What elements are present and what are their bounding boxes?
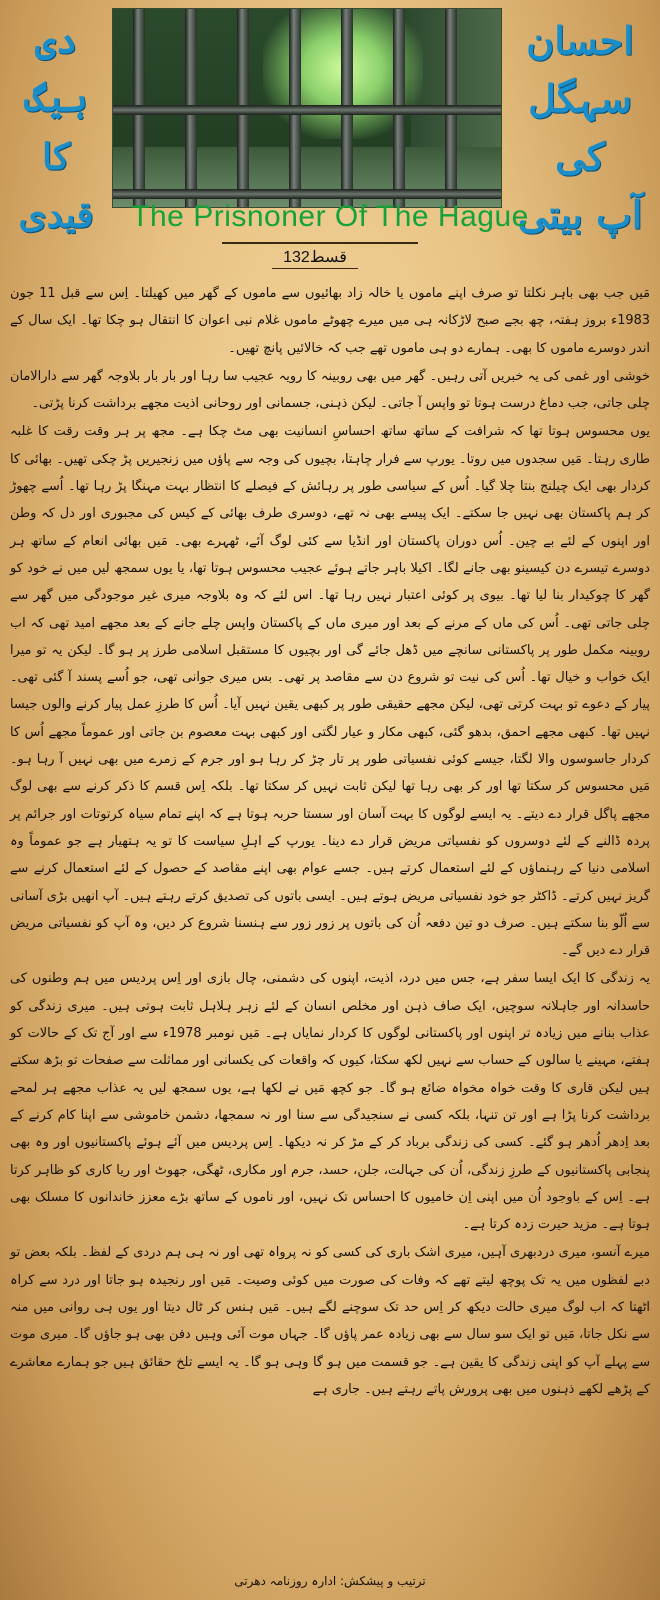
credit-line: ترتیب و پیشکش: ادارہ روزنامہ دھرتی xyxy=(234,1574,426,1588)
title-right-line: آپ بیتی xyxy=(517,192,643,237)
prison-cell-bars-image xyxy=(112,8,502,208)
article-paragraph: یوں محسوس ہوتا تھا کہ شرافت کے ساتھ ساتھ احساسِ انسانیت بھی مٹ چکا ہے۔ مجھ پر ہر وقت رقت کا غلبہ طاری رہتا۔ مَیں سجدوں میں روتا۔ یورپ سے فرار چاہتا، بچیوں کی وجہ سے پاؤں میں زنجیریں پڑ چکی تھیں۔ بھائی کا کردار بھی ایک چیلنج بنتا چلا گیا۔ اُس کے سیاسی طور پر رہائش کے فیصلے کا انتظار بہت مہنگا پڑ رہا تھا۔ اُسے چھوڑ کر ہم پاکستان بھی نہیں جا سکتے۔ ایک پیسے بھی نہ تھے، دوسری طرف بھائی کے کیس کی مجبوری اور دل کہ وطن اور اپنوں کے لئے بے چین۔ اُس دوران پاکستان اور انڈیا سے کئی لوگ آئے، ٹھہرے بھی۔ مَیں بھائی انعام کے ساتھ ہر دوسرے تیسرے دن کیسینو بھی جانے لگا۔ اکیلا باہر جاتے ہوئے عجیب محسوس ہوتا تھا، یا یوں سمجھ لیں میں نے خود کو گھر کا چوکیدار بنا لیا تھا۔ بیوی پر کوئی اعتبار نہیں رہا تھا۔ اس لئے کہ وہ بلاوجہ میری غیر موجودگی میں گھر سے چلی جاتی تھی۔ اُس کی ماں کے مرنے کے بعد اور میری ماں کے پاکستان واپس چلے جانے کے بعد مجھے امید تھی کہ اب روبینہ مکمل طور پر پاکستانی سانچے میں ڈھل جائے گی اور بچیوں کا مستقبل اسلامی طرز پر ہو گا۔ لیکن یہ تو میرا ایک خواب و خیال تھا۔ اُس کی نیت تو شروع دن سے مقاصد پر تھی۔ بس میری جوانی تھی، جو اُسے پسند آ گئی تھی۔ پیار کے دعوے تو بہت کرتی تھی، لیکن مجھے حقیقی طور پر کبھی یقین نہیں آیا۔ اُس کا طرزِ عمل پیار کرنے والوں جیسا نہیں تھا۔ کبھی مجھے احمق، بدھو گئی، کبھی مکار و عیار لگتی اور کبھی بہت معصوم بن جاتی اور عموماً مجھے اُس کا کردار جاسوسوں والا لگتا، جیسے کوئی نفسیاتی طور پر تار چڑ کر رہا ہو اور جرم کے زمرے میں بھی نہیں آ رہا ہو۔ مَیں محسوس کر سکتا تھا اور کر بھی رہا تھا لیکن ثابت نہیں کر سکتا تھا۔ بلکہ اِس قسم کا ذکر کرنے سے بھی لوگ مجھے پاگل قرار دے دیتے۔ یہ ایسے لوگوں کا بہت آسان اور سستا حربہ ہوتا ہے کہ اپنے تمام سیاہ کرتوتات اور جرائم پر پردہ ڈالنے کے لئے دوسروں کو نفسیاتی مریض قرار دے دینا۔ یورپ کے اہلِ سیاست کا تو یہ ہتھیار ہے جو عموماً وہ اسلامی دنیا کے رہنماؤں کے لئے استعمال کرتے ہیں۔ جسے عوام بھی اپنے مقاصد کے حصول کے لئے استعمال کرنے سے گریز نہیں کرتے۔ ڈاکٹر جو خود نفسیاتی مریض ہوتے ہیں۔ ایسی باتوں کی تصدیق کرتے رہتے ہیں۔ آپ انھیں بڑی آسانی سے اُلّو بنا سکتے ہیں۔ صرف دو تین دفعہ اُن کی باتوں پر زور زور سے ہنسنا شروع کر دیں، وہ آپ کو نفسیاتی مریض قرار دے دیں گے۔ xyxy=(10,424,650,959)
article-paragraph: خوشی اور غمی کی یہ خبریں آتی رہیں۔ گھر میں بھی روبینہ کا رویہ عجیب سا رہا اور بار بار بلاوجہ گھر سے دارالامان چلی جاتی، جب دماغ درست ہوتا تو واپس آ جاتی۔ لیکن ذہنی، جسمانی اور روحانی اذیت مجھے برداشت کرنا پڑتی۔ xyxy=(10,368,650,412)
title-left-line: قیدی xyxy=(18,194,94,236)
article-paragraph: میرے آنسو، میری دردبھری آہیں، میری اشک باری کی کسی کو نہ پرواہ تھی اور نہ ہی ہم دردی کے لفظ۔ بلکہ بعض تو دبے لفظوں میں یہ تک پوچھ لیتے تھے کہ وفات کی صورت میں کوئی وصیت۔ مَیں اور رنجیدہ ہو جاتا اور درد سے کراہ اٹھتا کہ اب لوگ میری حالت دیکھ کر اِس حد تک سوچنے لگے ہیں۔ مَیں ہنس کر ٹال دیتا اور یوں ہی روانی میں منہ سے نکل جاتا، مَیں تو ایک سو سال سے بھی زیادہ عمر پاؤں گا۔ جہاں موت آئی وہیں دفن بھی ہو جاؤں گا۔ میری موت سے پہلے آپ کو اپنی زندگی کا یقین ہے۔ جو قسمت میں ہو گا وہی ہو گا۔ یہ ایسے تلخ حقائق ہیں جو ہمارے معاشرے کے پڑھے لکھے ذہنوں میں بھی پرورش پاتے رہتے ہیں۔ جاری ہے xyxy=(10,1245,650,1397)
episode-number: قسط132 xyxy=(283,249,347,266)
title-left-line: کا xyxy=(41,136,71,178)
title-right-line: کی xyxy=(555,134,605,179)
title-left-line: دی ہیگ xyxy=(24,20,88,120)
title-right-line: احسان سہگل xyxy=(526,18,634,121)
title-divider xyxy=(222,242,418,244)
article-body xyxy=(10,280,650,1404)
article-paragraph: مَیں جب بھی باہر نکلتا تو صرف اپنے ماموں یا خالہ زاد بھائیوں سے ماموں کے گھر میں کھیلتا۔ اِس سے قبل 11 جون 1983ء بروز ہفتہ، چھ بجے صبح لاڑکانہ ہی میں میرے چھوٹے ماموں غلام نبی اعوان کا انتقال ہو چکا تھا۔ ایک سال کے اندر دوسرے ماموں کا بھی۔ ہمارے دو ہی ماموں تھے جب کہ خالائیں پانچ تھیں۔ xyxy=(10,286,650,356)
episode-underline xyxy=(272,268,358,269)
english-title: The Prisnoner Of The Hague xyxy=(131,200,529,233)
article-paragraph: یہ زندگی کا ایک ایسا سفر ہے، جس میں درد، اذیت، اپنوں کی دشمنی، چال بازی اور اِس پردیس میں ہم وطنوں کی حاسدانہ اور جاہلانہ سوچیں، ایک صاف ذہن اور مخلص انسان کے لئے زہر ہلاہل ثابت ہوتی ہیں۔ میری زندگی کو عذاب بنانے میں زیادہ تر اپنوں اور پاکستانی لوگوں کا کردار نمایاں ہے۔ مَیں نومبر 1978ء سے اور آج تک کے حالات کو ہفتے، مہینے یا سالوں کے حساب سے نہیں لکھ سکتا، کیوں کہ واقعات کی یکسانی اور مماثلت سے صفحات تو بڑھ سکتے ہیں لیکن قاری کا وقت خواہ مخواہ ضائع ہو گا۔ جو کچھ مَیں نے لکھا ہے، یوں سمجھ لیں یہ عذاب مجھے ہر لمحے برداشت کرنا پڑا ہے اور تن تنہا، بلکہ کسی نے سنجیدگی سے سنا اور نہ سمجھا، دشمن خاموشی سے اپنا کام کرنے کے بعد اِدھر اُدھر ہو گئے۔ کسی کی زندگی برباد کر کے مڑ کر نہ دیکھا۔ اِس پردیس میں آئے ہوئے پاکستانیوں اور وہ بھی پنجابی پاکستانیوں کے طرزِ زندگی، اُن کی جہالت، جلن، حسد، جرم اور مکاری، ٹھگی، جھوٹ اور ریا کاری کو ظاہر کرتا ہے۔ اِس کے باوجود اُن میں اپنی اِن خامیوں کا احساس تک نہیں، اور ناموں کے ساتھ بڑے معزز خاندانوں کا مسلک بھی ہوتا ہے۔ مزید حیرت زدہ کرتا ہے۔ xyxy=(10,971,650,1233)
